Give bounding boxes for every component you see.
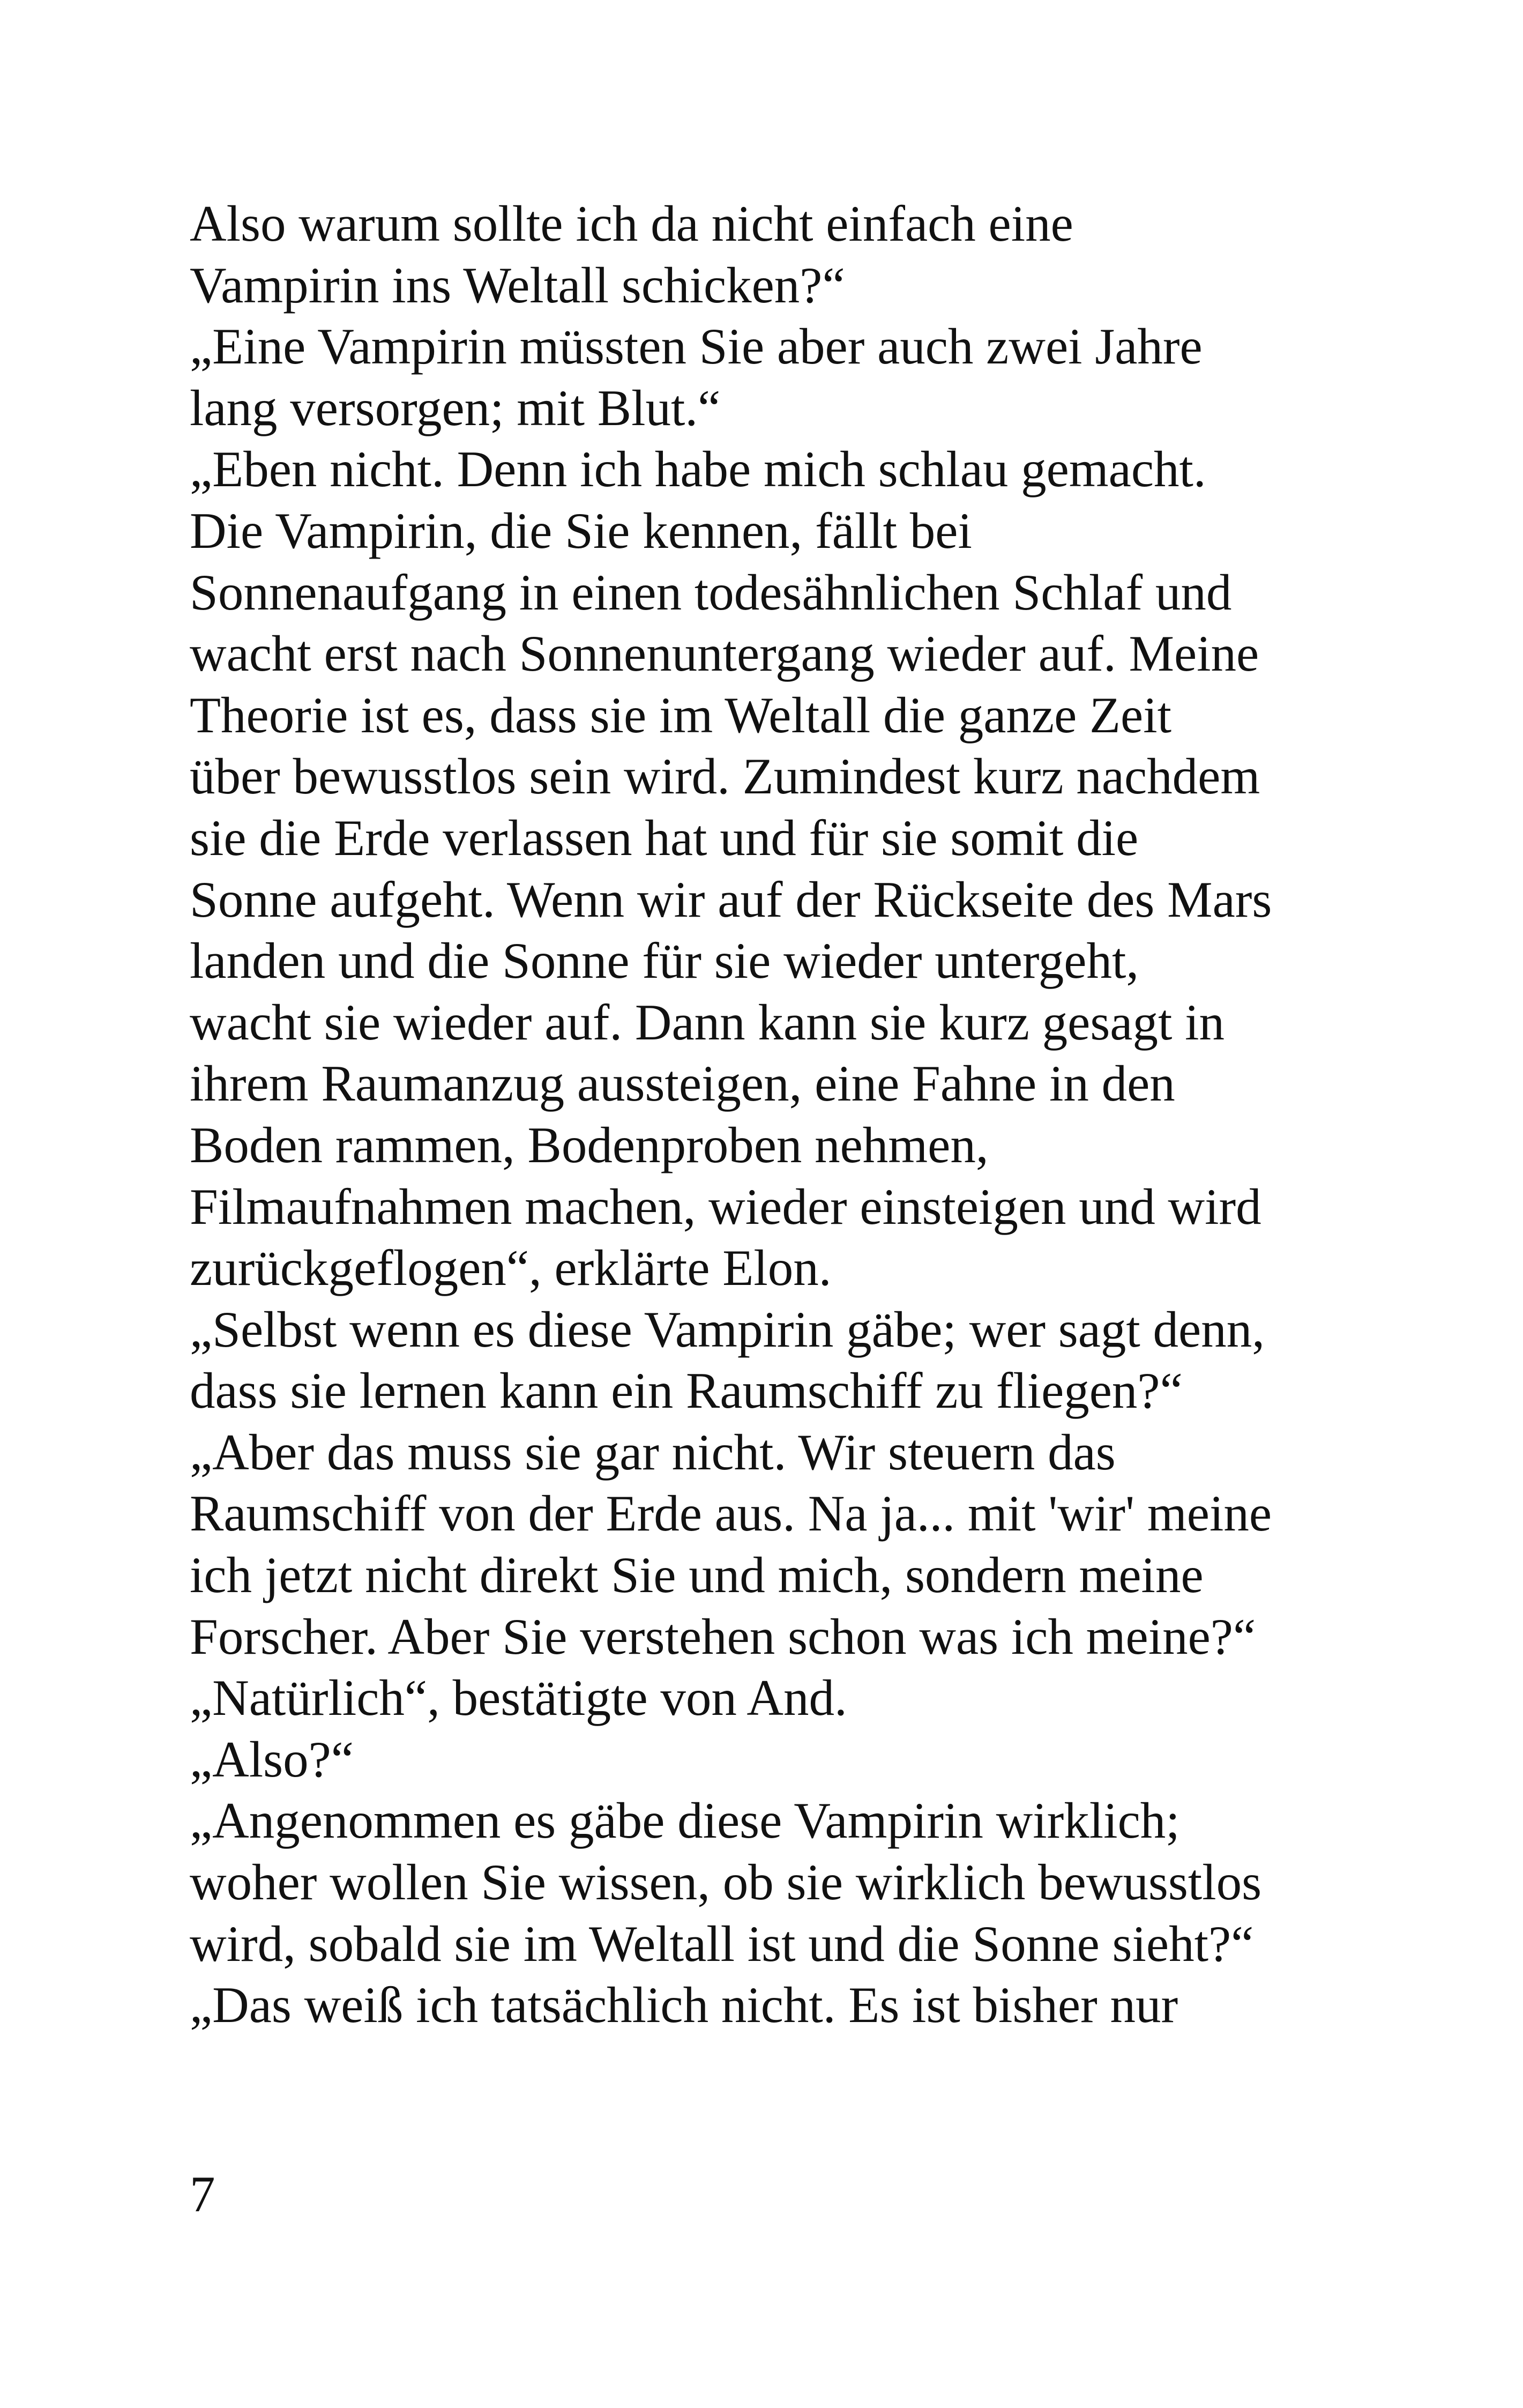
body-text xyxy=(190,193,1369,2036)
text-line: „Natürlich“, bestätigte von And. xyxy=(190,1669,847,1727)
text-line: Sonnenaufgang in einen todesähnlichen Schlaf und xyxy=(190,563,1232,621)
text-line: wacht erst nach Sonnenuntergang wieder auf. Meine xyxy=(190,625,1259,682)
text-line: zurückgeflogen“, erklärte Elon. xyxy=(190,1239,832,1297)
text-line: Boden rammen, Bodenproben nehmen, xyxy=(190,1116,989,1173)
page-number: 7 xyxy=(190,2166,215,2223)
text-line: woher wollen Sie wissen, ob sie wirklich bewusstlos xyxy=(190,1854,1262,1911)
text-line: Also warum sollte ich da nicht einfach eine xyxy=(190,195,1073,252)
text-line: Raumschiff von der Erde aus. Na ja... mit 'wir' meine xyxy=(190,1485,1272,1542)
text-line: „Das weiß ich tatsächlich nicht. Es ist bisher nur xyxy=(190,1976,1178,2034)
text-line: Theorie ist es, dass sie im Weltall die ganze Zeit xyxy=(190,686,1171,744)
text-line: Vampirin ins Weltall schicken?“ xyxy=(190,256,845,314)
text-line: ihrem Raumanzug aussteigen, eine Fahne in den xyxy=(190,1055,1175,1112)
text-line: „Selbst wenn es diese Vampirin gäbe; wer sagt denn, xyxy=(190,1300,1265,1358)
text-line: sie die Erde verlassen hat und für sie somit die xyxy=(190,809,1139,866)
text-line: landen und die Sonne für sie wieder untergeht, xyxy=(190,932,1139,990)
text-line: wacht sie wieder auf. Dann kann sie kurz gesagt in xyxy=(190,993,1225,1051)
text-line: „Angenommen es gäbe diese Vampirin wirklich; xyxy=(190,1792,1180,1849)
text-line: Die Vampirin, die Sie kennen, fällt bei xyxy=(190,502,972,559)
text-line: Filmaufnahmen machen, wieder einsteigen und wird xyxy=(190,1178,1261,1235)
text-line: wird, sobald sie im Weltall ist und die Sonne sieht?“ xyxy=(190,1915,1254,1972)
text-line: „Eben nicht. Denn ich habe mich schlau gemacht. xyxy=(190,441,1206,498)
text-line: Sonne aufgeht. Wenn wir auf der Rückseite des Mars xyxy=(190,871,1272,928)
text-line: „Aber das muss sie gar nicht. Wir steuern das xyxy=(190,1423,1116,1481)
text-line: Forscher. Aber Sie verstehen schon was ich meine?“ xyxy=(190,1608,1256,1665)
text-line: „Eine Vampirin müssten Sie aber auch zwei Jahre xyxy=(190,318,1203,375)
text-line: lang versorgen; mit Blut.“ xyxy=(190,379,721,436)
text-line: ich jetzt nicht direkt Sie und mich, sondern meine xyxy=(190,1547,1204,1604)
text-line: über bewusstlos sein wird. Zumindest kurz nachdem xyxy=(190,748,1260,805)
text-line: „Also?“ xyxy=(190,1730,354,1788)
text-line: dass sie lernen kann ein Raumschiff zu fliegen?“ xyxy=(190,1362,1183,1419)
